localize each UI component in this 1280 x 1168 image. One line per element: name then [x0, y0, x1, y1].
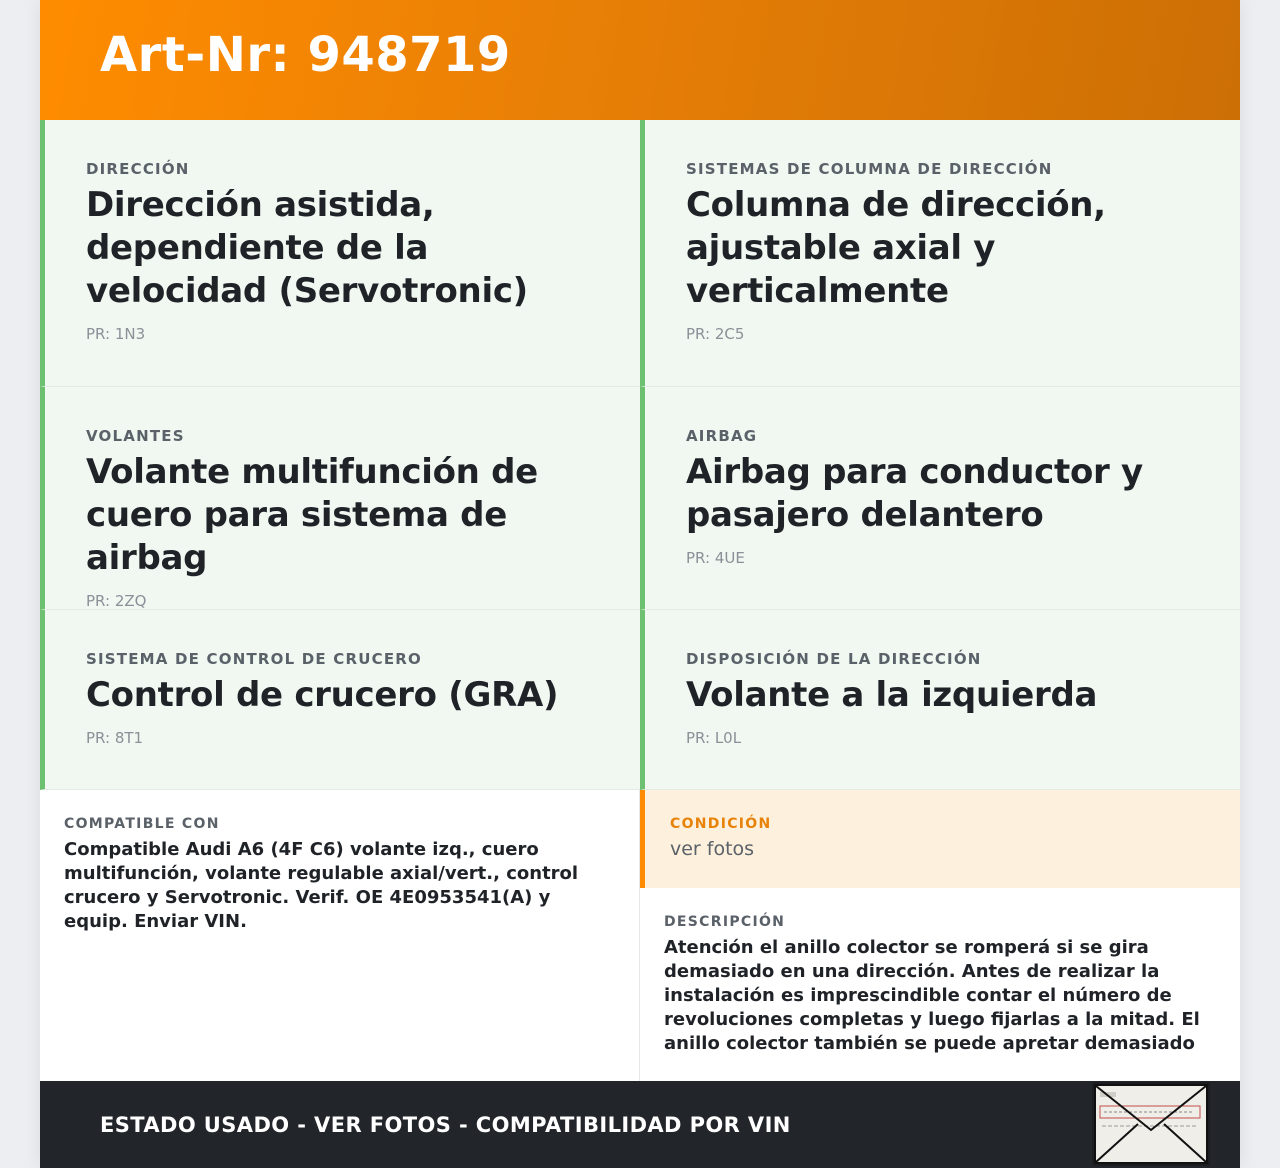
condition-label: CONDICIÓN: [670, 816, 772, 832]
feature-card: [40, 610, 640, 790]
feature-pr-code: PR: 4UE: [686, 549, 745, 567]
footer-bar: [40, 1081, 1240, 1168]
features-grid: [40, 120, 1240, 790]
compatibility-text: Compatible Audi A6 (4F C6) volante izq., cuero multifunción, volante regulable axial/vert., control crucero y Servotronic. Verif. OE 4E0953541(A) y equip. Enviar VIN.: [64, 839, 579, 932]
feature-title: Columna de dirección, ajustable axial y verticalmente: [686, 185, 1106, 311]
feature-category: SISTEMA DE CONTROL DE CRUCERO: [86, 650, 422, 668]
photo-thumbnail-icon[interactable]: [1092, 1082, 1210, 1166]
feature-title: Control de crucero (GRA): [86, 675, 559, 715]
description-text: Atención el anillo colector se romperá si se gira demasiado en una dirección. Antes de realizar la instalación es imprescindible contar el número de revoluciones completas y luego fijarlas a la mitad. El anillo colector también se puede apretar demasiado: [664, 937, 1200, 1054]
article-number-title: Art-Nr: 948719: [100, 27, 511, 83]
feature-category: DIRECCIÓN: [86, 160, 190, 178]
feature-card: [640, 120, 1240, 387]
feature-title: Volante multifunción de cuero para sistema de airbag: [86, 452, 538, 578]
description-label: DESCRIPCIÓN: [664, 914, 786, 930]
product-page: [40, 0, 1240, 1168]
page-header: [40, 0, 1240, 120]
description-block: [640, 888, 1240, 1056]
feature-pr-code: PR: 2ZQ: [86, 592, 147, 610]
details-section: [40, 790, 1240, 1081]
compatibility-block: [40, 790, 640, 1081]
feature-pr-code: PR: 2C5: [686, 325, 745, 343]
feature-pr-code: PR: 8T1: [86, 729, 144, 747]
feature-title: Airbag para conductor y pasajero delantero: [686, 452, 1143, 535]
feature-category: AIRBAG: [686, 427, 758, 445]
feature-card: [640, 387, 1240, 610]
feature-card: [40, 387, 640, 610]
feature-pr-code: PR: 1N3: [86, 325, 146, 343]
feature-category: VOLANTES: [86, 427, 185, 445]
right-details: [640, 790, 1240, 1081]
compatibility-label: COMPATIBLE CON: [64, 816, 220, 832]
condition-value: ver fotos: [670, 838, 755, 860]
feature-card: [640, 610, 1240, 790]
feature-pr-code: PR: L0L: [686, 729, 742, 747]
envelope-icon: [1094, 1084, 1208, 1164]
footer-text: ESTADO USADO - VER FOTOS - COMPATIBILIDAD POR VIN: [100, 1112, 791, 1137]
feature-category: SISTEMAS DE COLUMNA DE DIRECCIÓN: [686, 160, 1053, 178]
feature-title: Volante a la izquierda: [686, 675, 1098, 715]
feature-category: DISPOSICIÓN DE LA DIRECCIÓN: [686, 650, 982, 668]
condition-block: [640, 790, 1240, 888]
feature-card: [40, 120, 640, 387]
feature-title: Dirección asistida, dependiente de la velocidad (Servotronic): [86, 185, 528, 311]
